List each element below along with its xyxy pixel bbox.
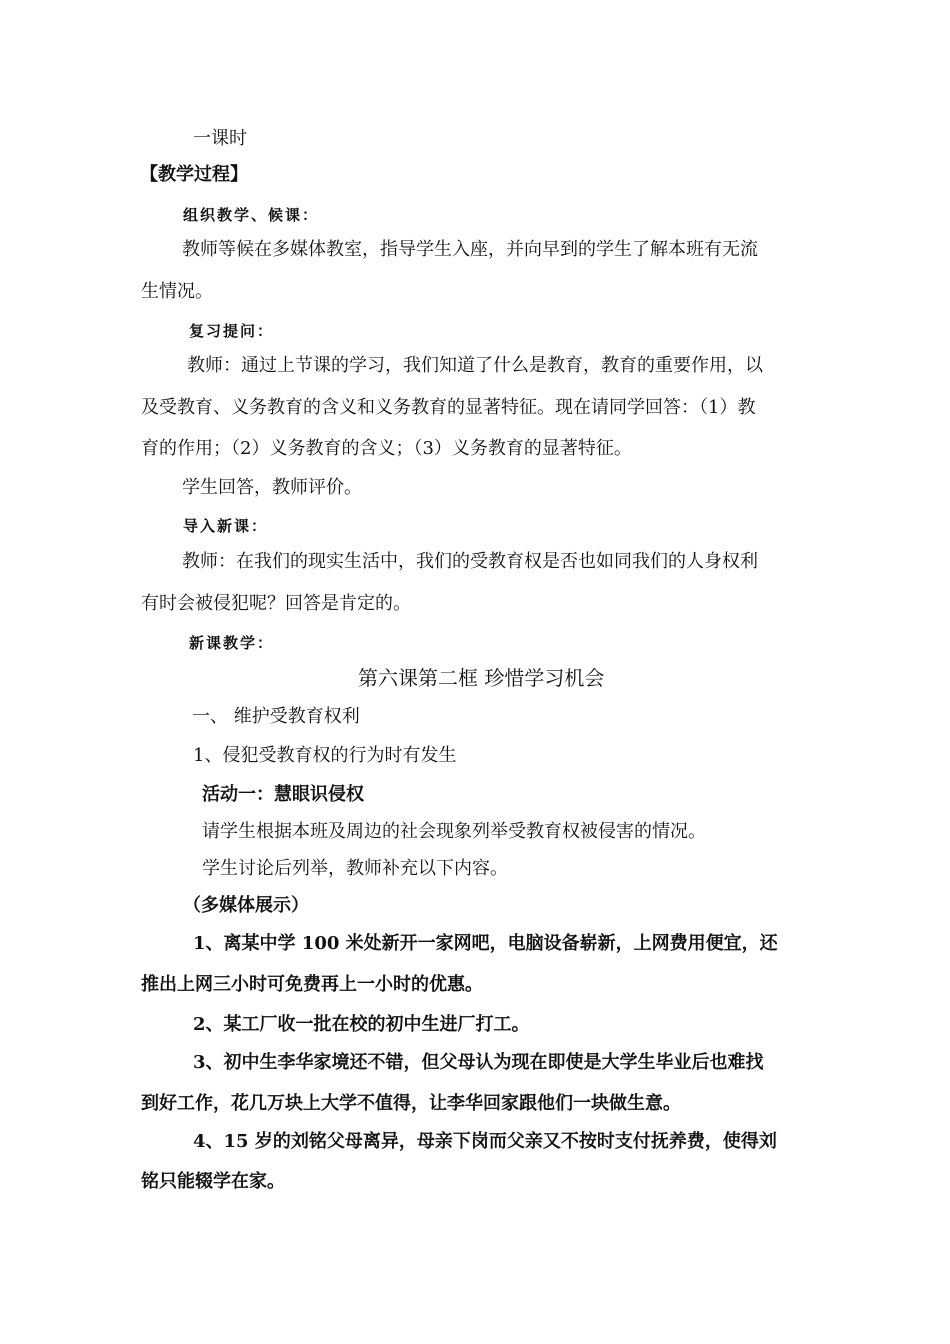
subheading-review-questions: 复习提问： <box>189 322 275 340</box>
paragraph-line: 学生讨论后列举，教师补充以下内容。 <box>202 858 508 879</box>
case-item-1-cont: 推出上网三小时可免费再上一小时的优惠。 <box>141 974 483 995</box>
subsection-heading: 1、侵犯受教育权的行为时有发生 <box>193 745 457 766</box>
paragraph-line: 教师：在我们的现实生活中，我们的受教育权是否也如同我们的人身权利 <box>182 551 758 572</box>
case-item-3-cont: 到好工作，花几万块上大学不值得，让李华回家跟他们一块做生意。 <box>141 1093 681 1114</box>
case-item-1: 1、离某中学 100 米处新开一家网吧，电脑设备崭新，上网费用便宜，还 <box>193 933 778 954</box>
case-item-4: 4、15 岁的刘铭父母离异，母亲下岗而父亲又不按时支付抚养费，使得刘 <box>193 1131 777 1152</box>
section-heading-protect-rights: 一、 维护受教育权利 <box>192 706 360 727</box>
paragraph-line: 有时会被侵犯呢？回答是肯定的。 <box>141 593 411 614</box>
subheading-introduce-new-lesson: 导入新课： <box>183 517 269 535</box>
case-item-3: 3、初中生李华家境还不错，但父母认为现在即使是大学生毕业后也难找 <box>193 1052 764 1073</box>
paragraph-line: 教师等候在多媒体教室，指导学生入座，并向早到的学生了解本班有无流 <box>182 239 758 260</box>
subheading-new-lesson-teaching: 新课教学： <box>189 634 275 652</box>
paragraph-line: 育的作用；（2）义务教育的含义；（3）义务教育的显著特征。 <box>141 438 632 459</box>
subheading-organize-class: 组织教学、候课： <box>183 206 320 224</box>
paragraph-line: 教师：通过上节课的学习，我们知道了什么是教育，教育的重要作用，以 <box>187 355 763 376</box>
section-heading-teaching-process: 【教学过程】 <box>140 164 248 185</box>
paragraph-line: 请学生根据本班及周边的社会现象列举受教育权被侵害的情况。 <box>202 821 706 842</box>
lesson-title: 第六课第二框 珍惜学习机会 <box>358 666 605 690</box>
paragraph-line: 学生回答，教师评价。 <box>182 477 362 498</box>
case-item-2: 2、某工厂收一批在校的初中生进厂打工。 <box>193 1014 530 1035</box>
paragraph-line: 生情况。 <box>141 281 213 302</box>
multimedia-display-label: （多媒体展示） <box>183 895 309 916</box>
lesson-duration: 一课时 <box>193 128 247 149</box>
paragraph-line: 及受教育、义务教育的含义和义务教育的显著特征。现在请同学回答：（1）教 <box>141 397 756 418</box>
case-item-4-cont: 铭只能辍学在家。 <box>141 1171 285 1192</box>
activity-heading: 活动一：慧眼识侵权 <box>202 784 364 805</box>
